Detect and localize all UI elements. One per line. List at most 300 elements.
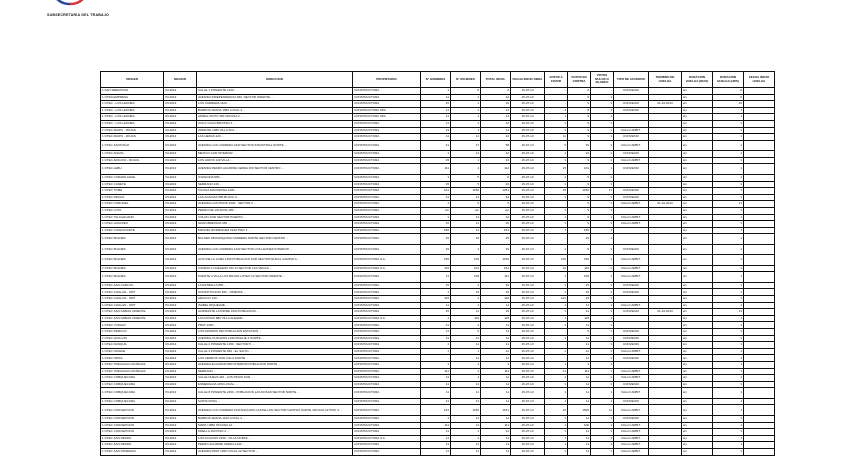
table-cell [744, 88, 775, 95]
table-cell [744, 157, 775, 164]
table-cell: VICUNA MACKENNA 1200 ... [197, 188, 353, 195]
table-cell [744, 272, 775, 283]
table-cell: 1 [545, 442, 568, 449]
table-cell: 17 [451, 140, 481, 151]
table-cell: 9 [568, 94, 591, 101]
table-row [101, 289, 775, 296]
table-cell: CONVENIO [614, 282, 649, 289]
table-cell: - [421, 355, 451, 362]
table-cell: sin [682, 181, 713, 188]
table-cell: sin [682, 388, 713, 399]
table-cell: VII-2013 [164, 381, 197, 388]
table-cell: 1 [591, 435, 614, 442]
table-cell: VII-2013 [164, 375, 197, 382]
table-cell: 11 [568, 342, 591, 349]
table-cell: 11 [421, 322, 451, 329]
table-cell: 15-07-13 [511, 151, 545, 158]
table-cell: 1 OTEC CANETE [101, 181, 164, 188]
table-cell: 1 [451, 296, 481, 303]
table-cell: 15-07-13 [511, 244, 545, 255]
table-cell [744, 201, 775, 208]
table-cell: sin [451, 207, 481, 214]
table-cell: 1 OTEC ANGOL [101, 151, 164, 158]
table-cell: 5 [451, 201, 481, 208]
table-cell: sin [682, 272, 713, 283]
table-cell [649, 151, 682, 158]
table-row [101, 322, 775, 329]
table-cell: 5 [568, 174, 591, 181]
table-cell [614, 174, 649, 181]
table-row [101, 255, 775, 266]
table-cell: 111 [568, 368, 591, 375]
table-row [101, 381, 775, 388]
table-cell: FALLO ARBIT. [614, 265, 649, 272]
table-cell: 11 [481, 429, 511, 436]
table-cell: VII-2013 [164, 405, 197, 416]
table-cell: 1 [451, 107, 481, 114]
table-cell: VII-2013 [164, 302, 197, 309]
table-cell: VII-2013 [164, 234, 197, 245]
table-cell: VII-2013 [164, 188, 197, 195]
table-cell: - [591, 88, 614, 95]
table-row [101, 244, 775, 255]
table-cell: 1 OTEC TOME [101, 188, 164, 195]
table-cell: LAS HERAS 220 ... [197, 134, 353, 141]
table-cell: 111 [481, 368, 511, 375]
table-row [101, 88, 775, 95]
table-cell: CONSTRUCTORA [353, 272, 421, 283]
table-row [101, 227, 775, 234]
table-cell: 15 [568, 289, 591, 296]
table-cell: 15-07-13 [511, 315, 545, 322]
table-cell: 15-07-13 [511, 422, 545, 429]
table-cell: 15 [421, 221, 451, 228]
table-cell: 1 [451, 120, 481, 127]
table-cell: sin [682, 88, 713, 95]
table-cell: 1 [421, 315, 451, 322]
table-cell: CONSTRUCTORA S.A. [353, 255, 421, 266]
table-cell: 15-07-13 [511, 174, 545, 181]
table-cell: 16 [481, 282, 511, 289]
table-cell: 11 [568, 381, 591, 388]
table-cell: CONVENIO [614, 415, 649, 422]
table-cell: GRAN BRETANA 450 ... [197, 221, 353, 228]
table-cell: CONSTRUCTORA [353, 415, 421, 422]
table-cell [649, 282, 682, 289]
table-cell: 151 [421, 405, 451, 416]
table-cell: 1 [545, 157, 568, 164]
table-cell: 9 [568, 101, 591, 108]
table-cell: 1 OTEC MAIPU - ROJAS [101, 127, 164, 134]
table-cell: AVENIDA LOS CARRERA 1540 ESQUINA CASTELLON SECTOR CENTRO NORTE OFICINA 22 PISO 4 ... [197, 405, 353, 416]
table-cell: 1 [591, 398, 614, 405]
table-cell: 15-07-13 [511, 296, 545, 303]
table-cell: 1 [545, 194, 568, 201]
table-cell: FALLO ARBIT. [614, 127, 649, 134]
table-cell: VII-2013 [164, 114, 197, 121]
table-cell: 1 [591, 381, 614, 388]
table-cell: LOS CARRERA 1120 ... [197, 101, 353, 108]
table-cell: 1 OTEC SAN FABIAN ORIENTE [101, 315, 164, 322]
table-cell: CONSTRUCTORA [353, 398, 421, 405]
table-cell: 15-07-13 [511, 355, 545, 362]
table-cell: 11 [421, 272, 451, 283]
table-cell [744, 234, 775, 245]
table-cell: 1 [451, 101, 481, 108]
table-cell: 1 [481, 362, 511, 369]
table-cell: FALLO ARBIT. [614, 442, 649, 449]
table-cell: 1151 [481, 405, 511, 416]
table-cell: sin [682, 348, 713, 355]
table-cell: AVENIDA ECUADOR 880 INTERIOR POBLACION NORTE ... [197, 362, 353, 369]
table-cell: 15 [421, 309, 451, 316]
table-cell: 1 [591, 244, 614, 255]
table-cell: 1 [591, 448, 614, 455]
table-cell: 36 [568, 140, 591, 151]
table-cell: 11 [568, 348, 591, 355]
table-cell: 1 OTEC HUALPEN [101, 221, 164, 228]
table-cell: VII-2013 [164, 348, 197, 355]
table-cell: 01-10-2013 [649, 309, 682, 316]
table-cell: FALLO ARBIT. [614, 214, 649, 221]
table-cell [744, 151, 775, 158]
table-cell: 10 [568, 234, 591, 245]
table-cell: 9 [568, 207, 591, 214]
table-cell [649, 342, 682, 349]
table-cell: 1 [591, 234, 614, 245]
table-cell: CONSTRUCTORA [353, 140, 421, 151]
table-cell: COLON 1340 SECTOR PUERTO ... [197, 214, 353, 221]
table-cell: 1 OTRA EMPRESA [101, 94, 164, 101]
table-cell: 12 [481, 94, 511, 101]
table-cell: 11 [421, 442, 451, 449]
table-cell: 5 [568, 329, 591, 336]
table-row [101, 435, 775, 442]
table-cell: FALLO ARBIT. [614, 157, 649, 164]
table-cell: SERRANO 240 ... [197, 181, 353, 188]
table-cell: AVENIDA PEDRO AGUIRRE CERDA 150 SECTOR CENTRO ... [197, 164, 353, 175]
table-cell: 1 [591, 181, 614, 188]
table-cell: 15-07-13 [511, 101, 545, 108]
table-cell: VII-2013 [164, 174, 197, 181]
table-cell: sin [682, 140, 713, 151]
table-body [101, 88, 775, 456]
table-cell: 11 [451, 221, 481, 228]
table-cell: 1 [713, 448, 744, 455]
table-cell: FALLO ARBIT. [614, 448, 649, 455]
table-cell: 15-07-13 [511, 214, 545, 221]
table-cell: PRAT 1250 ... [197, 322, 353, 329]
table-cell: 5 [451, 329, 481, 336]
table-cell: 1 [713, 140, 744, 151]
table-row [101, 127, 775, 134]
table-cell: CONSTRUCTORA [353, 296, 421, 303]
table-cell [649, 429, 682, 436]
column-header: VOTOS A FAVOR [545, 72, 568, 88]
column-header: FECHA INICIO HUELGA [744, 72, 775, 88]
table-cell: CALLE 8 PONIENTE 2450 - POBLACION LAS ROSAS SECTOR NORTE ... [197, 388, 353, 399]
table-cell [614, 227, 649, 234]
table-cell: CALLE NUEVA 440 - LOS PINOS SUR ... [197, 375, 353, 382]
table-cell: 1 [713, 381, 744, 388]
table-cell: 1 [713, 255, 744, 266]
table-cell: LOS CEDROS 1520 VILLA NORTE ... [197, 355, 353, 362]
table-cell: sin [682, 381, 713, 388]
table-cell: 1 [545, 415, 568, 422]
table-cell: 11 [421, 429, 451, 436]
table-cell: 1 [713, 265, 744, 272]
table-cell [744, 429, 775, 436]
table-cell: 1 [421, 289, 451, 296]
table-cell: 1 [713, 375, 744, 382]
table-cell: 1 OTEC ARAUCO - ROJAS [101, 157, 164, 164]
table-cell: CONSTRUCTORA [353, 174, 421, 181]
table-cell: FALLO ARBIT. [614, 348, 649, 355]
table-cell: 15-07-13 [511, 329, 545, 336]
table-cell: 1 [713, 329, 744, 336]
table-cell: CONSTRUCTORA [353, 375, 421, 382]
table-cell [744, 207, 775, 214]
table-cell [649, 435, 682, 442]
table-cell: 1 [421, 88, 451, 95]
table-cell: 15 [421, 181, 451, 188]
table-cell: 1 OTEC COBQUECURA [101, 381, 164, 388]
table-cell: sin [682, 174, 713, 181]
table-cell: 1 [713, 335, 744, 342]
table-cell: CONSTRUCTORA [353, 329, 421, 336]
table-cell: 41 [421, 140, 451, 151]
table-cell: - [545, 342, 568, 349]
table-cell [649, 127, 682, 134]
table-cell: 1 OTEC CONCEPCION [101, 415, 164, 422]
table-cell: CONVENIO [614, 164, 649, 175]
table-cell [614, 114, 649, 121]
table-cell: sin [682, 448, 713, 455]
table-header-row [101, 72, 775, 88]
table-cell: 15 [421, 157, 451, 164]
table-cell: 1 OTEC LEBU [101, 164, 164, 175]
table-cell: VII-2013 [164, 101, 197, 108]
table-cell: 1 [591, 164, 614, 175]
table-cell: VII-2013 [164, 315, 197, 322]
table-cell [744, 244, 775, 255]
table-cell: 11 [421, 194, 451, 201]
table-cell: 16 [481, 101, 511, 108]
table-cell: 1 [591, 207, 614, 214]
table-row [101, 422, 775, 429]
table-cell: sin [682, 151, 713, 158]
table-cell: sin [682, 255, 713, 266]
table-cell: 1 OTEC CHILLAN - ORT [101, 296, 164, 303]
table-row [101, 140, 775, 151]
table-cell [744, 174, 775, 181]
table-cell: 1 OTEC - LOS LEONES [101, 101, 164, 108]
table-cell: sin [682, 120, 713, 127]
table-cell: 22 [481, 194, 511, 201]
table-cell: 9 [568, 157, 591, 164]
table-cell: 1 OTEC BULNES [101, 234, 164, 245]
table-row [101, 282, 775, 289]
table-cell: sin [682, 335, 713, 342]
table-cell: 1 [545, 315, 568, 322]
table-cell: 15 [568, 296, 591, 303]
table-cell: 1 [451, 368, 481, 375]
table-cell [649, 214, 682, 221]
table-cell [649, 442, 682, 449]
table-cell: 1 [591, 315, 614, 322]
table-cell: 1 [545, 381, 568, 388]
table-cell [649, 157, 682, 164]
table-cell: 10 [568, 151, 591, 158]
table-cell: 1 [713, 442, 744, 449]
table-cell [744, 315, 775, 322]
table-cell: FALLO ARBIT. [614, 302, 649, 309]
table-cell: 15 [421, 244, 451, 255]
table-cell [744, 309, 775, 316]
table-cell: sin [682, 214, 713, 221]
table-cell: 1 OTEC RANQUIL [101, 342, 164, 349]
table-cell [744, 164, 775, 175]
table-cell: 11 [545, 368, 568, 375]
table-cell: 1 [591, 214, 614, 221]
table-cell: 1 [713, 415, 744, 422]
table-row [101, 442, 775, 449]
table-cell: 15-07-13 [511, 188, 545, 195]
table-cell: 11 [451, 355, 481, 362]
table-cell: CONVENIO [614, 88, 649, 95]
table-cell [614, 315, 649, 322]
table-cell: FALLO ARBIT. [614, 375, 649, 382]
table-row [101, 296, 775, 303]
table-cell: 1 OTEC COBQUECURA [101, 388, 164, 399]
table-cell [744, 398, 775, 405]
table-cell: 1 [451, 114, 481, 121]
table-row [101, 415, 775, 422]
table-cell: 6 [568, 88, 591, 95]
table-cell: 1 [713, 207, 744, 214]
table-cell: 1 [713, 362, 744, 369]
table-cell: sin [682, 329, 713, 336]
table-cell: 1 [713, 388, 744, 399]
table-cell: 1 [591, 227, 614, 234]
table-row [101, 194, 775, 201]
table-row [101, 348, 775, 355]
table-cell: sin [682, 302, 713, 309]
table-cell: VII-2013 [164, 422, 197, 429]
table-cell: sin [682, 342, 713, 349]
table-cell: CONSTRUCTORA [353, 88, 421, 95]
table-cell: 5 [568, 201, 591, 208]
table-cell: VII-2013 [164, 134, 197, 141]
table-cell: 1 OTEC COBQUECURA [101, 398, 164, 405]
table-cell: 1 OTEC TREGUACO ANTENAS [101, 362, 164, 369]
table-cell: 115 [421, 296, 451, 303]
table-cell: CONVENIO [614, 101, 649, 108]
table-row [101, 335, 775, 342]
table-cell: 1 [545, 282, 568, 289]
table-cell: 11 [713, 201, 744, 208]
table-cell: 20 [481, 181, 511, 188]
table-cell: sin [682, 398, 713, 405]
table-cell: 1 [591, 296, 614, 303]
table-cell: 1 [591, 94, 614, 101]
table-cell: 11 [481, 415, 511, 422]
table-cell: 1 [713, 435, 744, 442]
column-header: DURACION HUELGA (DIAS) [682, 72, 713, 88]
table-cell: 10 [545, 405, 568, 416]
table-cell: VII-2013 [164, 368, 197, 375]
table-cell: 1 [591, 368, 614, 375]
table-cell: 1 OTEC CURANILAHUE [101, 174, 164, 181]
table-cell: 1 [545, 174, 568, 181]
table-cell: 1 [713, 282, 744, 289]
table-cell: 1 [545, 322, 568, 329]
table-cell: 11 [421, 94, 451, 101]
table-cell: ANIBAL PINTO 450 OFICINA 2 ... [197, 114, 353, 121]
table-cell: 15-07-13 [511, 362, 545, 369]
table-cell: 15-07-13 [511, 272, 545, 283]
table-cell: 1 [713, 234, 744, 245]
table-cell [744, 342, 775, 349]
table-cell: 115 [481, 315, 511, 322]
table-cell: 1 [713, 244, 744, 255]
table-row [101, 151, 775, 158]
table-cell: ORELLA 450 PISO 2 ... [197, 429, 353, 436]
table-cell [614, 296, 649, 303]
table-cell: 11 [481, 335, 511, 342]
table-cell: sin [682, 221, 713, 228]
table-cell: 1 [713, 157, 744, 164]
table-row [101, 342, 775, 349]
table-cell [744, 375, 775, 382]
table-cell: 15-07-13 [511, 201, 545, 208]
table-cell [649, 107, 682, 114]
table-cell: LOS AROMOS 450 POBLACION ESTACION ... [197, 329, 353, 336]
table-cell: 1 [713, 348, 744, 355]
table-cell: 15-07-13 [511, 302, 545, 309]
table-cell: 1 OTEC CHIGUAYANTE [101, 227, 164, 234]
table-cell: 11 [421, 398, 451, 405]
table-cell: 1 [713, 181, 744, 188]
table-cell: 116 [481, 296, 511, 303]
table-cell: VII-2013 [164, 289, 197, 296]
table-cell: 1 OTEC PENCO [101, 194, 164, 201]
table-cell [649, 120, 682, 127]
table-cell: 15-07-13 [511, 221, 545, 228]
table-cell: 11 [481, 329, 511, 336]
table-cell: 11 [451, 134, 481, 141]
table-cell: 12 [481, 151, 511, 158]
table-cell: 12 [481, 114, 511, 121]
table-cell: 11 [591, 188, 614, 195]
table-cell: 15-07-13 [511, 448, 545, 455]
table-cell [744, 120, 775, 127]
table-cell: VII-2013 [164, 181, 197, 188]
table-cell: 15-07-13 [511, 335, 545, 342]
table-cell: VII-2013 [164, 398, 197, 405]
table-cell: 15-07-13 [511, 429, 545, 436]
table-cell [744, 101, 775, 108]
table-cell: CONSTRUCTORA [353, 322, 421, 329]
table-cell [744, 265, 775, 272]
table-cell: 1 [591, 415, 614, 422]
table-cell: 111 [481, 272, 511, 283]
table-cell: FALLO ARBIT. [614, 368, 649, 375]
table-cell: sin [682, 201, 713, 208]
table-row [101, 272, 775, 283]
table-cell: 1 [545, 388, 568, 399]
table-cell: 1 OTEC LOTA [101, 207, 164, 214]
